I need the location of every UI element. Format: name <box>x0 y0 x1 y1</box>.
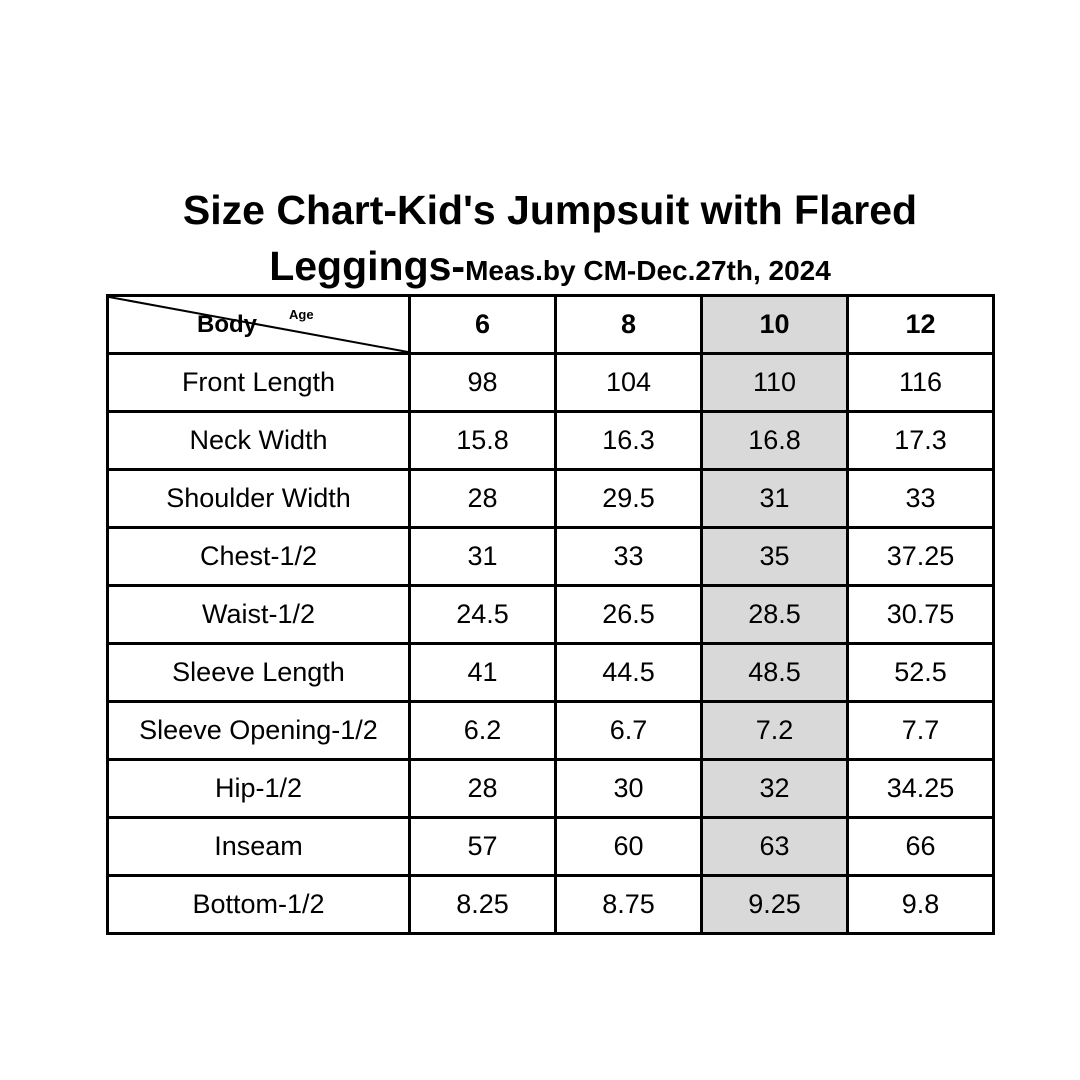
value-cell: 24.5 <box>410 586 556 644</box>
value-cell: 9.8 <box>848 876 994 934</box>
value-cell-highlighted: 28.5 <box>702 586 848 644</box>
corner-header-cell <box>108 296 410 354</box>
value-cell: 37.25 <box>848 528 994 586</box>
age-header-cell: 12 <box>848 296 994 354</box>
measurement-label-cell: Waist-1/2 <box>108 586 410 644</box>
value-cell: 28 <box>410 470 556 528</box>
table-row <box>108 760 994 818</box>
value-cell: 31 <box>410 528 556 586</box>
value-cell: 30.75 <box>848 586 994 644</box>
table-row <box>108 528 994 586</box>
table-body <box>108 354 994 934</box>
value-cell: 57 <box>410 818 556 876</box>
chart-title-text-2: Leggings- <box>269 243 466 289</box>
table-row <box>108 702 994 760</box>
measurement-label-cell: Sleeve Opening-1/2 <box>108 702 410 760</box>
age-header-cell-highlighted: 10 <box>702 296 848 354</box>
measurement-label-cell: Hip-1/2 <box>108 760 410 818</box>
measurement-label-cell: Chest-1/2 <box>108 528 410 586</box>
value-cell: 98 <box>410 354 556 412</box>
header-row <box>108 296 994 354</box>
value-cell: 29.5 <box>556 470 702 528</box>
measurement-label-cell: Bottom-1/2 <box>108 876 410 934</box>
value-cell: 33 <box>556 528 702 586</box>
measurement-label-cell: Sleeve Length <box>108 644 410 702</box>
measurement-label-cell: Front Length <box>108 354 410 412</box>
value-cell: 66 <box>848 818 994 876</box>
value-cell-highlighted: 9.25 <box>702 876 848 934</box>
value-cell: 30 <box>556 760 702 818</box>
table-row <box>108 586 994 644</box>
value-cell-highlighted: 16.8 <box>702 412 848 470</box>
chart-title-line1 <box>0 186 1080 234</box>
value-cell: 8.25 <box>410 876 556 934</box>
measurement-label-cell: Inseam <box>108 818 410 876</box>
value-cell-highlighted: 31 <box>702 470 848 528</box>
value-cell: 41 <box>410 644 556 702</box>
value-cell: 116 <box>848 354 994 412</box>
value-cell-highlighted: 35 <box>702 528 848 586</box>
size-chart-table <box>106 294 995 935</box>
corner-body-label: Body <box>197 311 257 338</box>
value-cell: 34.25 <box>848 760 994 818</box>
value-cell: 44.5 <box>556 644 702 702</box>
value-cell: 15.8 <box>410 412 556 470</box>
table-row <box>108 354 994 412</box>
value-cell-highlighted: 110 <box>702 354 848 412</box>
table-row <box>108 644 994 702</box>
value-cell-highlighted: 48.5 <box>702 644 848 702</box>
table-row <box>108 818 994 876</box>
value-cell: 104 <box>556 354 702 412</box>
chart-subtitle: Meas.by CM-Dec.27th, 2024 <box>465 255 831 286</box>
value-cell: 60 <box>556 818 702 876</box>
value-cell-highlighted: 32 <box>702 760 848 818</box>
table-row <box>108 876 994 934</box>
value-cell: 33 <box>848 470 994 528</box>
age-header-cell: 6 <box>410 296 556 354</box>
table-row <box>108 470 994 528</box>
value-cell: 52.5 <box>848 644 994 702</box>
value-cell-highlighted: 7.2 <box>702 702 848 760</box>
corner-age-label: Age <box>289 307 314 322</box>
value-cell: 17.3 <box>848 412 994 470</box>
value-cell: 26.5 <box>556 586 702 644</box>
value-cell-highlighted: 63 <box>702 818 848 876</box>
age-header-cell: 8 <box>556 296 702 354</box>
value-cell: 6.7 <box>556 702 702 760</box>
measurement-label-cell: Neck Width <box>108 412 410 470</box>
measurement-label-cell: Shoulder Width <box>108 470 410 528</box>
diagonal-divider <box>109 297 408 352</box>
value-cell: 8.75 <box>556 876 702 934</box>
value-cell: 28 <box>410 760 556 818</box>
chart-title-line2 <box>0 242 1080 295</box>
value-cell: 16.3 <box>556 412 702 470</box>
chart-title-text: Size Chart-Kid's Jumpsuit with Flared <box>182 187 918 233</box>
value-cell: 7.7 <box>848 702 994 760</box>
value-cell: 6.2 <box>410 702 556 760</box>
table-row <box>108 412 994 470</box>
